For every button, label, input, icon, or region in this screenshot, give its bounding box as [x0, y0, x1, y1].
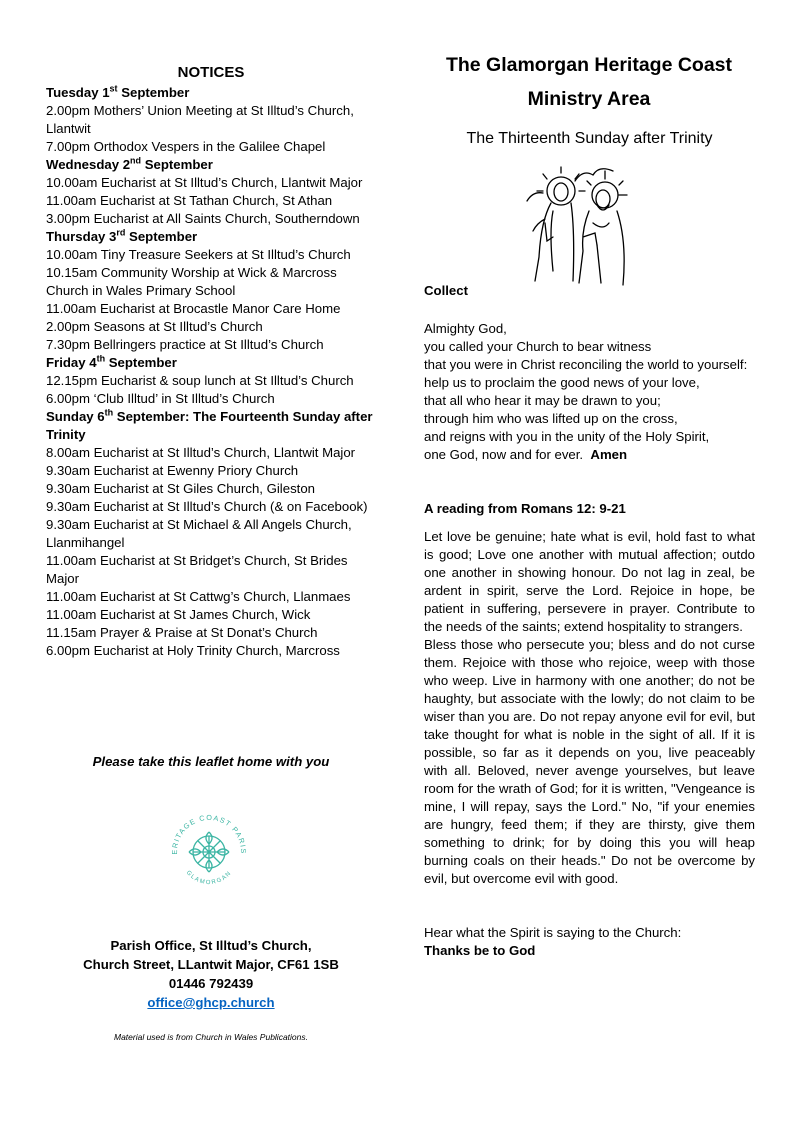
notice-day-suffix: rd	[116, 227, 126, 238]
notice-event: 9.30am Eucharist at Ewenny Priory Church	[46, 463, 299, 478]
office-address-line2: Church Street, LLantwit Major, CF61 1SB	[83, 957, 339, 972]
notices-list	[46, 84, 376, 660]
notice-event: 9.30am Eucharist at St Illtud’s Church (& on Facebook)	[46, 499, 368, 514]
notice-event: 11.00am Eucharist at St Cattwg’s Church, Llanmaes	[46, 589, 351, 604]
title-line2: Ministry Area	[527, 88, 651, 110]
notice-day-suffix: nd	[130, 155, 142, 166]
notice-event: 8.00am Eucharist at St Illtud’s Church, Llantwit Major	[46, 445, 356, 460]
notice-day-label: Sunday 6	[46, 409, 105, 424]
notices-section	[46, 64, 376, 660]
reading-paragraph-1: Let love be genuine; hate what is evil, hold fast to what is good; Love one another with mutual affection; outdo one another in showing honour. Do not lag in zeal, be ardent in spirit, serve the Lord. Rejoice in hope, be patient in suffering, persevere in prayer. Contribute to the needs of the saints; extend hospitality to strangers.	[424, 529, 755, 634]
notice-event: 10.15am Community Worship at Wick & Marcross Church in Wales Primary School	[46, 265, 337, 298]
svg-text:GLAMORGAN	[185, 870, 233, 886]
page-title	[414, 48, 764, 116]
notice-event: 11.00am Eucharist at St Bridget’s Church, St Brides Major	[46, 553, 348, 586]
notice-day-heading	[46, 408, 376, 444]
notice-day-heading	[46, 228, 376, 246]
reading-heading: A reading from Romans 12: 9-21	[424, 501, 626, 516]
illustration-icon	[523, 161, 635, 289]
reading-paragraph-2: Bless those who persecute you; bless and do not curse them. Rejoice with those who rejoice, weep with those who weep. Live in harmony with one another; do not be haughty, but associate with the lowly; do not claim to be wiser than you are. Do not repay anyone evil for evil, but take thought for what is noble in the sight of all. If it is possible, so far as it depends on you, live peaceably with all. Beloved, never avenge yourselves, but leave room for the wrath of God; for it is written, "Vengeance is mine, I will repay, says the Lord." No, "if your enemies are hungry, feed them; if they are thirsty, give them something to drink; for by doing this you will heap burning coals on their heads." Do not be overcome by evil, but overcome evil with good.	[424, 637, 755, 886]
notice-event: 9.30am Eucharist at St Michael & All Angels Church, Llanmihangel	[46, 517, 352, 550]
reading-text	[424, 528, 755, 888]
notice-event: 7.30pm Bellringers practice at St Illtud’s Church	[46, 337, 324, 352]
take-home-note: Please take this leaflet home with you	[92, 754, 330, 769]
notice-day-label: Thursday 3	[46, 229, 117, 244]
collect-line: Almighty God,	[424, 321, 507, 336]
notice-event: 11.15am Prayer & Praise at St Donat’s Church	[46, 625, 318, 640]
parish-logo-icon	[167, 810, 251, 894]
service-section	[424, 48, 755, 958]
collect-line: help us to proclaim the good news of your love,	[424, 375, 700, 390]
notice-event: 10.00am Tiny Treasure Seekers at St Illtud’s Church	[46, 247, 351, 262]
collect-text	[424, 320, 755, 464]
jesus-and-apostle-illustration	[523, 161, 635, 289]
notice-day-label: Friday 4	[46, 355, 97, 370]
notice-day-heading	[46, 354, 376, 372]
notice-day-rest: September	[105, 355, 177, 370]
notice-event: 11.00am Eucharist at Brocastle Manor Care Home	[46, 301, 341, 316]
collect-line: and reigns with you in the unity of the Holy Spirit,	[424, 429, 710, 444]
notice-day-rest: September: The Fourteenth Sunday after Trinity	[46, 409, 373, 442]
logo-ring-bottom: GLAMORGAN	[184, 869, 234, 887]
office-phone: 01446 792439	[168, 976, 254, 991]
page-subtitle: The Thirteenth Sunday after Trinity	[466, 130, 713, 147]
notice-day-rest: September	[141, 157, 213, 172]
notice-day-suffix: th	[96, 353, 106, 364]
notice-day-suffix: th	[104, 407, 114, 418]
material-credit: Material used is from Church in Wales Publications.	[113, 1032, 308, 1042]
notice-event: 12.15pm Eucharist & soup lunch at St Illtud’s Church	[46, 373, 354, 388]
svg-text:HERITAGE COAST PARISH	[167, 810, 248, 855]
notices-title: NOTICES	[177, 64, 245, 81]
collect-line: through him who was lifted up on the cross,	[424, 411, 678, 426]
notice-day-suffix: st	[109, 83, 118, 94]
notice-event: 11.00am Eucharist at St James Church, Wick	[46, 607, 311, 622]
notice-day-label: Wednesday 2	[46, 157, 131, 172]
notice-day-rest: September	[117, 85, 190, 100]
office-email-link[interactable]: office@ghcp.church	[147, 995, 275, 1010]
notice-day-label: Tuesday 1	[46, 85, 110, 100]
notice-event: 2.00pm Mothers’ Union Meeting at St Illtud’s Church, Llantwit	[46, 103, 354, 136]
notice-event: 6.00pm Eucharist at Holy Trinity Church, Marcross	[46, 643, 340, 658]
logo-ring-top: ERITAGE COAST PARIS	[169, 812, 249, 855]
collect-heading: Collect	[424, 283, 468, 298]
collect-line: that all who hear it may be drawn to you;	[424, 393, 661, 408]
hear-the-spirit: Hear what the Spirit is saying to the Church:	[424, 925, 682, 940]
reading-response: Thanks be to God	[424, 943, 536, 958]
collect-line-final	[424, 446, 755, 464]
notice-event: 7.00pm Orthodox Vespers in the Galilee Chapel	[46, 139, 326, 154]
collect-line: you called your Church to bear witness	[424, 339, 652, 354]
notice-day-heading	[46, 84, 376, 102]
parish-office	[46, 936, 376, 1012]
collect-line: one God, now and for ever.	[424, 447, 584, 462]
parish-logo	[167, 810, 251, 894]
collect-line: that you were in Christ reconciling the world to yourself:	[424, 357, 748, 372]
collect-amen: Amen	[590, 447, 628, 462]
notice-event: 3.00pm Eucharist at All Saints Church, Southerndown	[46, 211, 360, 226]
title-line1: The Glamorgan Heritage Coast	[445, 54, 733, 76]
notice-event: 10.00am Eucharist at St Illtud’s Church, Llantwit Major	[46, 175, 363, 190]
notice-event: 11.00am Eucharist at St Tathan Church, St Athan	[46, 193, 333, 208]
notice-event: 6.00pm ‘Club Illtud’ in St Illtud’s Church	[46, 391, 275, 406]
office-address-line1: Parish Office, St Illtud’s Church,	[110, 938, 312, 953]
notice-event: 2.00pm Seasons at St Illtud’s Church	[46, 319, 263, 334]
notice-day-heading	[46, 156, 376, 174]
notice-event: 9.30am Eucharist at St Giles Church, Gileston	[46, 481, 315, 496]
notice-day-rest: September	[125, 229, 198, 244]
